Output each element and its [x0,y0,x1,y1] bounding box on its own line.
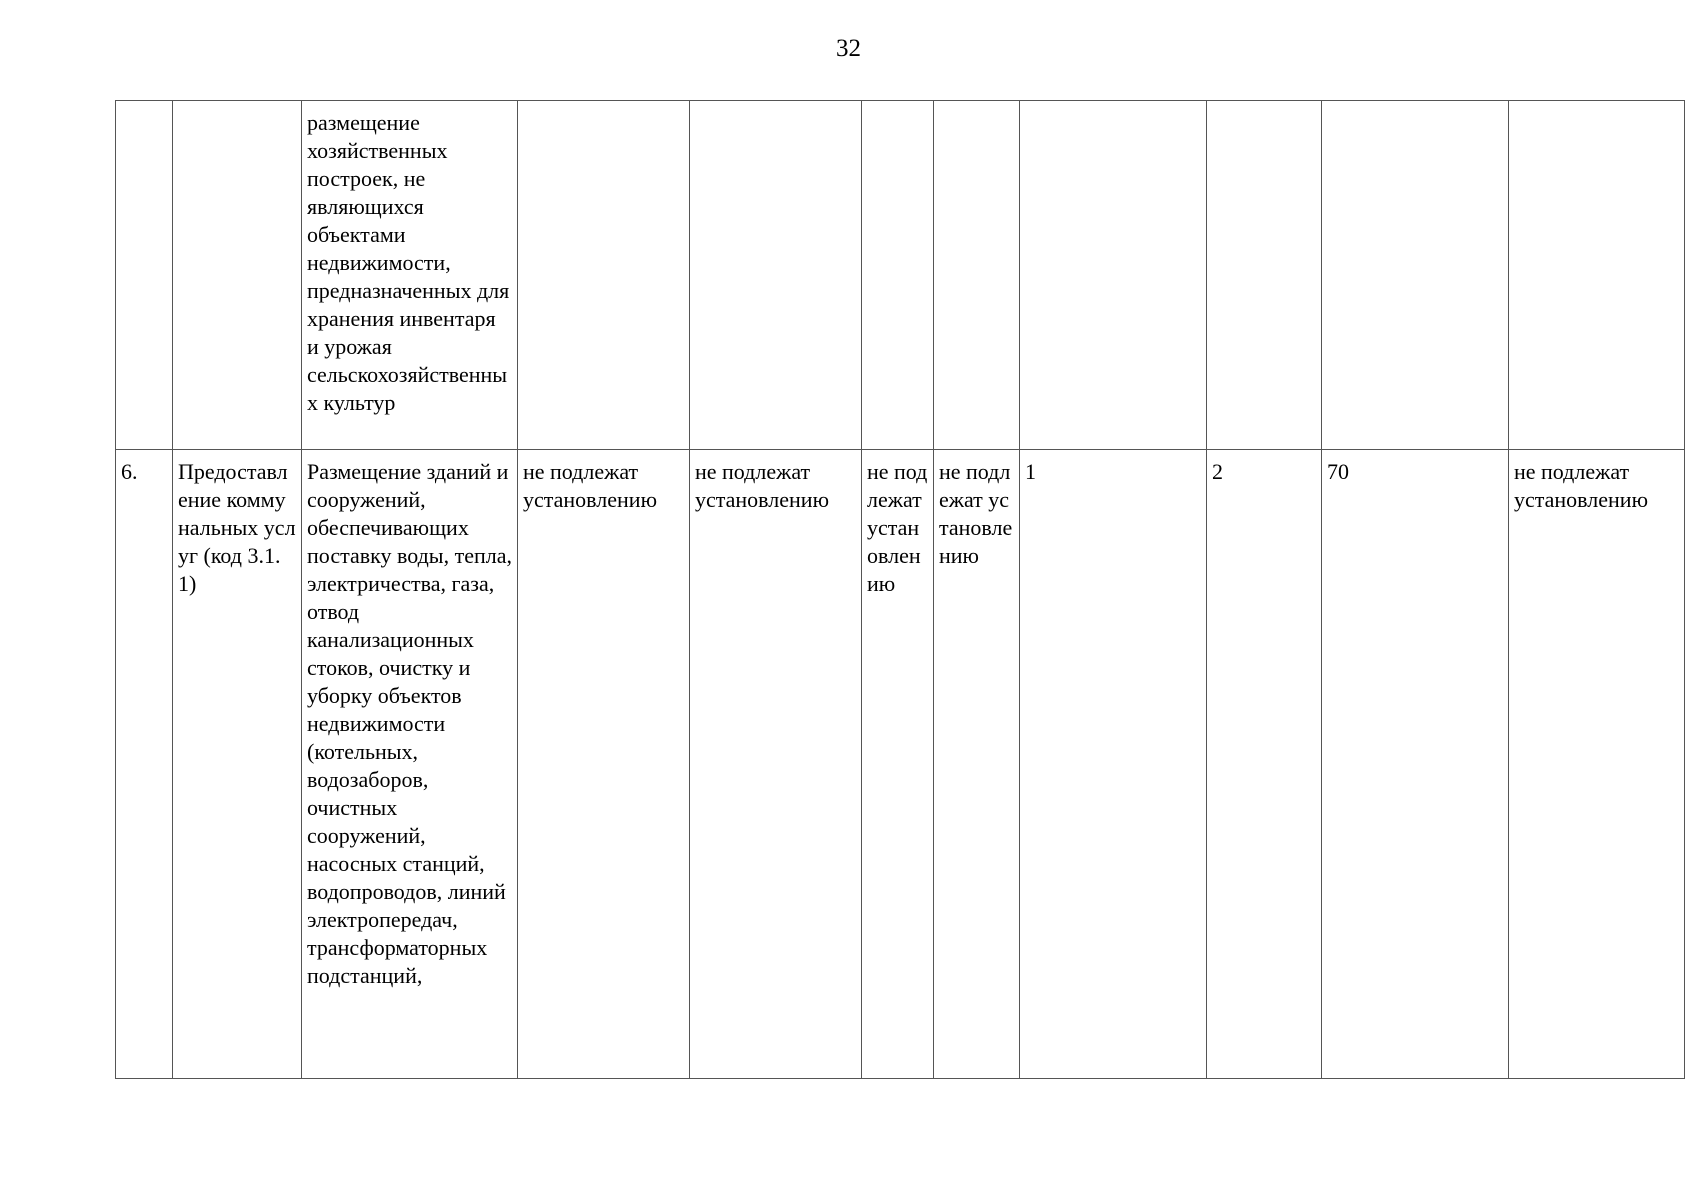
table-cell: не подлежат установлению [690,450,862,1079]
table-cell: 2 [1207,450,1322,1079]
table-cell: 1 [1020,450,1207,1079]
table-row [116,450,1685,1079]
use-description-cell: Размещение зданий и сооружений, обеспечивающих поставку воды, тепла, электричества, газа, отвод канализационных стоков, очистку и уборку объектов недвижимости (котельных, водозаборов, очистных сооружений, насосных станций, водопроводов, линий электропередач, трансформаторных подстанций, [302,450,518,1079]
table-row [116,101,1685,450]
use-type-cell [173,101,302,450]
table-cell: не подлежат установлению [1509,450,1685,1079]
table-cell [1020,101,1207,450]
row-number-cell: 6. [116,450,173,1079]
table-cell [1509,101,1685,450]
table-cell [518,101,690,450]
table-cell [1322,101,1509,450]
table-cell [862,101,934,450]
table-cell: не подлежат установлению [862,450,934,1079]
table-cell [1207,101,1322,450]
table-cell: не подлежат установлению [934,450,1020,1079]
page-number: 32 [836,35,861,62]
use-type-cell: Предоставление коммунальных услуг (код 3.1.1) [173,450,302,1079]
table-cell: 70 [1322,450,1509,1079]
table-cell [934,101,1020,450]
table-cell: не подлежат установлению [518,450,690,1079]
row-number-cell [116,101,173,450]
use-description-cell: размещение хозяйственных построек, не являющихся объектами недвижимости, предназначенных для хранения инвентаря и урожая сельскохозяйственных культур [302,101,518,450]
zoning-regulations-table [115,100,1685,1079]
table-cell [690,101,862,450]
